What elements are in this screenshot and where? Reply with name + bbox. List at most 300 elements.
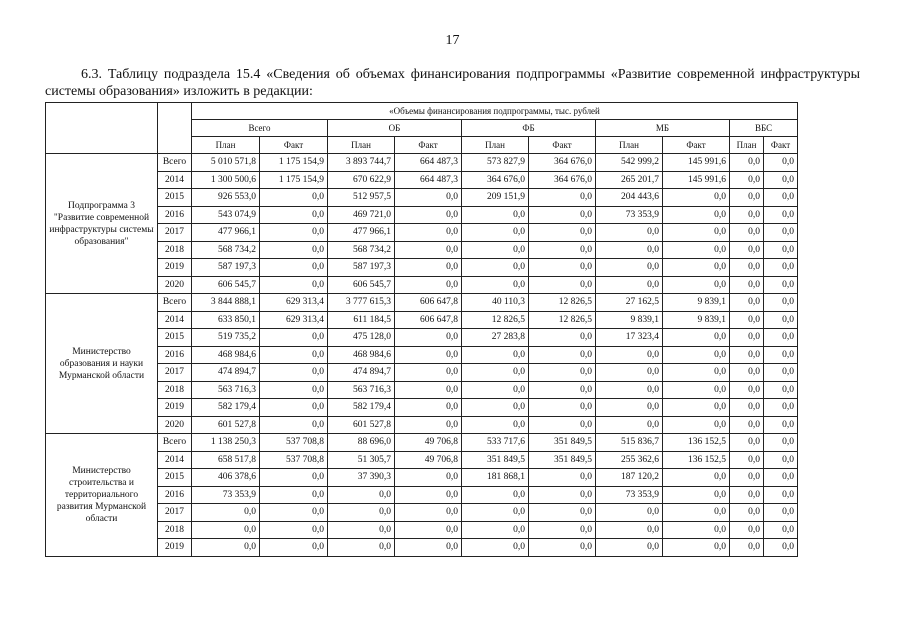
- value-cell: 606 545,7: [192, 276, 260, 294]
- value-cell: 0,0: [730, 154, 764, 172]
- value-cell: 0,0: [764, 259, 798, 277]
- value-cell: 0,0: [730, 381, 764, 399]
- value-cell: 0,0: [260, 416, 328, 434]
- value-cell: 474 894,7: [328, 364, 395, 382]
- value-cell: 664 487,3: [395, 171, 462, 189]
- value-cell: 0,0: [663, 469, 730, 487]
- value-cell: 533 717,6: [462, 434, 529, 452]
- value-cell: 0,0: [529, 364, 596, 382]
- financing-table: [45, 102, 798, 557]
- table-row: [46, 311, 798, 329]
- table-row: [46, 329, 798, 347]
- value-cell: 601 527,8: [328, 416, 395, 434]
- value-cell: 3 893 744,7: [328, 154, 395, 172]
- value-cell: 0,0: [730, 189, 764, 207]
- value-cell: 0,0: [462, 381, 529, 399]
- value-cell: 0,0: [462, 259, 529, 277]
- value-cell: 351 849,5: [529, 451, 596, 469]
- value-cell: 73 353,9: [596, 486, 663, 504]
- year-cell: 2018: [158, 381, 192, 399]
- value-cell: 0,0: [260, 241, 328, 259]
- header-blank-org: [46, 103, 158, 154]
- value-cell: 582 179,4: [192, 399, 260, 417]
- value-cell: 5 010 571,8: [192, 154, 260, 172]
- value-cell: 0,0: [529, 206, 596, 224]
- value-cell: 27 283,8: [462, 329, 529, 347]
- value-cell: 1 175 154,9: [260, 154, 328, 172]
- value-cell: 0,0: [260, 224, 328, 242]
- value-cell: 145 991,6: [663, 171, 730, 189]
- table-row: [46, 399, 798, 417]
- value-cell: 0,0: [462, 504, 529, 522]
- value-cell: 0,0: [596, 504, 663, 522]
- value-cell: 0,0: [663, 486, 730, 504]
- value-cell: 568 734,2: [192, 241, 260, 259]
- value-cell: 9 839,1: [663, 311, 730, 329]
- value-cell: 0,0: [663, 329, 730, 347]
- year-cell: 2020: [158, 416, 192, 434]
- table-row: [46, 469, 798, 487]
- value-cell: 0,0: [395, 346, 462, 364]
- value-cell: 0,0: [663, 504, 730, 522]
- value-cell: 0,0: [730, 521, 764, 539]
- value-cell: 1 300 500,6: [192, 171, 260, 189]
- value-cell: 0,0: [260, 521, 328, 539]
- value-cell: 145 991,6: [663, 154, 730, 172]
- value-cell: 0,0: [764, 364, 798, 382]
- value-cell: 573 827,9: [462, 154, 529, 172]
- table-row: [46, 416, 798, 434]
- sub-header: Факт: [529, 137, 596, 154]
- value-cell: 543 074,9: [192, 206, 260, 224]
- value-cell: 364 676,0: [529, 171, 596, 189]
- value-cell: 0,0: [328, 504, 395, 522]
- value-cell: 0,0: [596, 224, 663, 242]
- value-cell: 9 839,1: [663, 294, 730, 312]
- value-cell: 0,0: [395, 504, 462, 522]
- value-cell: 0,0: [730, 171, 764, 189]
- value-cell: 0,0: [764, 171, 798, 189]
- value-cell: 0,0: [462, 346, 529, 364]
- value-cell: 0,0: [529, 539, 596, 557]
- value-cell: 0,0: [596, 259, 663, 277]
- value-cell: 629 313,4: [260, 294, 328, 312]
- value-cell: 0,0: [663, 276, 730, 294]
- value-cell: 0,0: [764, 486, 798, 504]
- value-cell: 51 305,7: [328, 451, 395, 469]
- year-cell: 2014: [158, 311, 192, 329]
- table-row: [46, 276, 798, 294]
- sub-header: Факт: [395, 137, 462, 154]
- value-cell: 0,0: [395, 224, 462, 242]
- value-cell: 0,0: [395, 486, 462, 504]
- value-cell: 9 839,1: [596, 311, 663, 329]
- value-cell: 568 734,2: [328, 241, 395, 259]
- value-cell: 477 966,1: [328, 224, 395, 242]
- table-row: [46, 486, 798, 504]
- value-cell: 926 553,0: [192, 189, 260, 207]
- value-cell: 515 836,7: [596, 434, 663, 452]
- value-cell: 0,0: [663, 364, 730, 382]
- value-cell: 0,0: [596, 381, 663, 399]
- value-cell: 37 390,3: [328, 469, 395, 487]
- value-cell: 0,0: [596, 416, 663, 434]
- value-cell: 0,0: [462, 276, 529, 294]
- table-row: [46, 294, 798, 312]
- year-cell: Всего: [158, 434, 192, 452]
- value-cell: 0,0: [730, 294, 764, 312]
- value-cell: 0,0: [192, 521, 260, 539]
- value-cell: 1 138 250,3: [192, 434, 260, 452]
- year-cell: Всего: [158, 154, 192, 172]
- value-cell: 0,0: [260, 504, 328, 522]
- value-cell: 0,0: [529, 416, 596, 434]
- value-cell: 0,0: [730, 241, 764, 259]
- value-cell: 468 984,6: [328, 346, 395, 364]
- value-cell: 0,0: [462, 486, 529, 504]
- value-cell: 469 721,0: [328, 206, 395, 224]
- year-cell: 2020: [158, 276, 192, 294]
- page-number: 17: [445, 33, 460, 48]
- value-cell: 0,0: [260, 206, 328, 224]
- value-cell: 0,0: [663, 206, 730, 224]
- value-cell: 3 777 615,3: [328, 294, 395, 312]
- value-cell: 209 151,9: [462, 189, 529, 207]
- value-cell: 606 647,8: [395, 311, 462, 329]
- value-cell: 0,0: [395, 364, 462, 382]
- value-cell: 0,0: [395, 539, 462, 557]
- value-cell: 0,0: [529, 504, 596, 522]
- table-row: [46, 171, 798, 189]
- table-row: [46, 521, 798, 539]
- value-cell: 658 517,8: [192, 451, 260, 469]
- year-cell: 2015: [158, 189, 192, 207]
- year-cell: 2016: [158, 346, 192, 364]
- year-cell: 2018: [158, 241, 192, 259]
- value-cell: 670 622,9: [328, 171, 395, 189]
- value-cell: 0,0: [529, 399, 596, 417]
- value-cell: 0,0: [764, 241, 798, 259]
- table-row: [46, 206, 798, 224]
- table-row: [46, 259, 798, 277]
- value-cell: 187 120,2: [596, 469, 663, 487]
- value-cell: 0,0: [730, 276, 764, 294]
- value-cell: 0,0: [462, 416, 529, 434]
- sub-header: План: [596, 137, 663, 154]
- value-cell: 601 527,8: [192, 416, 260, 434]
- value-cell: 0,0: [260, 486, 328, 504]
- value-cell: 0,0: [462, 206, 529, 224]
- value-cell: 27 162,5: [596, 294, 663, 312]
- value-cell: 0,0: [192, 539, 260, 557]
- value-cell: 364 676,0: [462, 171, 529, 189]
- year-cell: 2019: [158, 539, 192, 557]
- year-cell: 2016: [158, 486, 192, 504]
- value-cell: 0,0: [462, 224, 529, 242]
- value-cell: 0,0: [663, 381, 730, 399]
- value-cell: 73 353,9: [192, 486, 260, 504]
- value-cell: 0,0: [663, 416, 730, 434]
- value-cell: 474 894,7: [192, 364, 260, 382]
- value-cell: 0,0: [663, 539, 730, 557]
- value-cell: 563 716,3: [192, 381, 260, 399]
- value-cell: 0,0: [764, 346, 798, 364]
- value-cell: 1 175 154,9: [260, 171, 328, 189]
- value-cell: 664 487,3: [395, 154, 462, 172]
- value-cell: 0,0: [663, 399, 730, 417]
- value-cell: 0,0: [764, 311, 798, 329]
- value-cell: 12 826,5: [529, 311, 596, 329]
- value-cell: 0,0: [395, 381, 462, 399]
- value-cell: 0,0: [260, 346, 328, 364]
- value-cell: 0,0: [260, 259, 328, 277]
- value-cell: 0,0: [730, 259, 764, 277]
- value-cell: 0,0: [529, 346, 596, 364]
- value-cell: 0,0: [529, 469, 596, 487]
- value-cell: 0,0: [764, 381, 798, 399]
- value-cell: 0,0: [529, 224, 596, 242]
- value-cell: 0,0: [462, 399, 529, 417]
- value-cell: 0,0: [663, 189, 730, 207]
- org-cell: Подпрограмма 3 "Развитие современной инфраструктуры системы образования": [46, 154, 158, 294]
- value-cell: 0,0: [764, 416, 798, 434]
- value-cell: 629 313,4: [260, 311, 328, 329]
- value-cell: 0,0: [328, 539, 395, 557]
- table-row: [46, 154, 798, 172]
- group-header: ОБ: [328, 120, 462, 137]
- value-cell: 633 850,1: [192, 311, 260, 329]
- value-cell: 0,0: [529, 241, 596, 259]
- value-cell: 136 152,5: [663, 434, 730, 452]
- value-cell: 0,0: [395, 521, 462, 539]
- value-cell: 0,0: [260, 381, 328, 399]
- value-cell: 12 826,5: [529, 294, 596, 312]
- header-blank-year: [158, 103, 192, 154]
- sub-header: Факт: [764, 137, 798, 154]
- value-cell: 0,0: [764, 399, 798, 417]
- value-cell: 0,0: [596, 276, 663, 294]
- value-cell: 0,0: [663, 346, 730, 364]
- value-cell: 0,0: [663, 521, 730, 539]
- value-cell: 0,0: [529, 329, 596, 347]
- value-cell: 0,0: [730, 434, 764, 452]
- org-cell: Министерство образования и науки Мурманской области: [46, 294, 158, 434]
- value-cell: 0,0: [764, 329, 798, 347]
- value-cell: 265 201,7: [596, 171, 663, 189]
- value-cell: 0,0: [730, 451, 764, 469]
- value-cell: 0,0: [730, 539, 764, 557]
- value-cell: 0,0: [260, 399, 328, 417]
- table-row: [46, 539, 798, 557]
- year-cell: 2019: [158, 399, 192, 417]
- value-cell: 204 443,6: [596, 189, 663, 207]
- sub-header: План: [730, 137, 764, 154]
- value-cell: 0,0: [764, 451, 798, 469]
- value-cell: 0,0: [462, 539, 529, 557]
- value-cell: 0,0: [395, 241, 462, 259]
- org-cell: Министерство строительства и территориального развития Мурманской области: [46, 434, 158, 557]
- value-cell: 0,0: [596, 399, 663, 417]
- value-cell: 0,0: [730, 224, 764, 242]
- year-cell: 2017: [158, 364, 192, 382]
- value-cell: 0,0: [596, 539, 663, 557]
- year-cell: Всего: [158, 294, 192, 312]
- value-cell: 0,0: [260, 469, 328, 487]
- value-cell: 537 708,8: [260, 451, 328, 469]
- value-cell: 0,0: [529, 521, 596, 539]
- value-cell: 0,0: [764, 294, 798, 312]
- sub-header: План: [192, 137, 260, 154]
- value-cell: 0,0: [764, 434, 798, 452]
- value-cell: 0,0: [395, 416, 462, 434]
- value-cell: 0,0: [730, 486, 764, 504]
- value-cell: 0,0: [596, 241, 663, 259]
- group-header: ВБС: [730, 120, 798, 137]
- value-cell: 0,0: [192, 504, 260, 522]
- table-row: [46, 434, 798, 452]
- group-header: МБ: [596, 120, 730, 137]
- value-cell: 0,0: [596, 364, 663, 382]
- year-cell: 2014: [158, 171, 192, 189]
- value-cell: 0,0: [328, 486, 395, 504]
- value-cell: 181 868,1: [462, 469, 529, 487]
- value-cell: 606 545,7: [328, 276, 395, 294]
- value-cell: 0,0: [663, 224, 730, 242]
- table-row: [46, 224, 798, 242]
- table-row: [46, 241, 798, 259]
- value-cell: 0,0: [462, 241, 529, 259]
- value-cell: 0,0: [764, 206, 798, 224]
- value-cell: 255 362,6: [596, 451, 663, 469]
- value-cell: 537 708,8: [260, 434, 328, 452]
- value-cell: 0,0: [260, 364, 328, 382]
- value-cell: 0,0: [730, 504, 764, 522]
- value-cell: 0,0: [529, 276, 596, 294]
- sub-header: Факт: [663, 137, 730, 154]
- table-row: [46, 189, 798, 207]
- year-cell: 2014: [158, 451, 192, 469]
- value-cell: 0,0: [395, 329, 462, 347]
- value-cell: 611 184,5: [328, 311, 395, 329]
- year-cell: 2018: [158, 521, 192, 539]
- value-cell: 0,0: [764, 469, 798, 487]
- value-cell: 40 110,3: [462, 294, 529, 312]
- year-cell: 2015: [158, 469, 192, 487]
- table-row: [46, 504, 798, 522]
- value-cell: 0,0: [764, 224, 798, 242]
- value-cell: 477 966,1: [192, 224, 260, 242]
- value-cell: 17 323,4: [596, 329, 663, 347]
- value-cell: 0,0: [730, 364, 764, 382]
- value-cell: 0,0: [730, 206, 764, 224]
- value-cell: 0,0: [764, 154, 798, 172]
- value-cell: 0,0: [260, 276, 328, 294]
- value-cell: 0,0: [260, 329, 328, 347]
- value-cell: 0,0: [764, 521, 798, 539]
- year-cell: 2016: [158, 206, 192, 224]
- value-cell: 0,0: [395, 276, 462, 294]
- value-cell: 563 716,3: [328, 381, 395, 399]
- value-cell: 49 706,8: [395, 434, 462, 452]
- value-cell: 0,0: [462, 364, 529, 382]
- header-caption-row: [46, 103, 798, 120]
- value-cell: 0,0: [395, 399, 462, 417]
- value-cell: 0,0: [764, 539, 798, 557]
- value-cell: 468 984,6: [192, 346, 260, 364]
- value-cell: 0,0: [529, 381, 596, 399]
- value-cell: 12 826,5: [462, 311, 529, 329]
- value-cell: 0,0: [730, 329, 764, 347]
- value-cell: 0,0: [395, 189, 462, 207]
- group-header: Всего: [192, 120, 328, 137]
- value-cell: 0,0: [730, 416, 764, 434]
- value-cell: 0,0: [730, 399, 764, 417]
- value-cell: 0,0: [764, 504, 798, 522]
- group-header: ФБ: [462, 120, 596, 137]
- value-cell: 0,0: [764, 189, 798, 207]
- table-row: [46, 381, 798, 399]
- value-cell: 88 696,0: [328, 434, 395, 452]
- value-cell: 49 706,8: [395, 451, 462, 469]
- value-cell: 0,0: [730, 311, 764, 329]
- value-cell: 0,0: [764, 276, 798, 294]
- intro-paragraph: 6.3. Таблицу подраздела 15.4 «Сведения об объемах финансирования подпрограммы «Развитие современной инфраструктуры системы образования» изложить в редакции:: [45, 67, 860, 99]
- value-cell: 587 197,3: [328, 259, 395, 277]
- year-cell: 2015: [158, 329, 192, 347]
- value-cell: 0,0: [328, 521, 395, 539]
- sub-header: План: [462, 137, 529, 154]
- value-cell: 0,0: [596, 346, 663, 364]
- value-cell: 0,0: [529, 259, 596, 277]
- value-cell: 475 128,0: [328, 329, 395, 347]
- value-cell: 364 676,0: [529, 154, 596, 172]
- value-cell: 73 353,9: [596, 206, 663, 224]
- value-cell: 0,0: [529, 486, 596, 504]
- value-cell: 542 999,2: [596, 154, 663, 172]
- value-cell: 512 957,5: [328, 189, 395, 207]
- table-caption: «Объемы финансирования подпрограммы, тыс. рублей: [192, 103, 798, 120]
- value-cell: 606 647,8: [395, 294, 462, 312]
- value-cell: 0,0: [395, 259, 462, 277]
- value-cell: 0,0: [395, 469, 462, 487]
- sub-header: Факт: [260, 137, 328, 154]
- value-cell: 351 849,5: [529, 434, 596, 452]
- value-cell: 0,0: [395, 206, 462, 224]
- value-cell: 0,0: [260, 539, 328, 557]
- value-cell: 0,0: [663, 241, 730, 259]
- value-cell: 0,0: [260, 189, 328, 207]
- year-cell: 2017: [158, 224, 192, 242]
- value-cell: 0,0: [730, 346, 764, 364]
- value-cell: 0,0: [596, 521, 663, 539]
- value-cell: 3 844 888,1: [192, 294, 260, 312]
- value-cell: 351 849,5: [462, 451, 529, 469]
- value-cell: 406 378,6: [192, 469, 260, 487]
- value-cell: 136 152,5: [663, 451, 730, 469]
- value-cell: 0,0: [529, 189, 596, 207]
- table-row: [46, 451, 798, 469]
- value-cell: 0,0: [462, 521, 529, 539]
- year-cell: 2019: [158, 259, 192, 277]
- value-cell: 519 735,2: [192, 329, 260, 347]
- table-row: [46, 364, 798, 382]
- value-cell: 0,0: [730, 469, 764, 487]
- value-cell: 582 179,4: [328, 399, 395, 417]
- sub-header: План: [328, 137, 395, 154]
- value-cell: 587 197,3: [192, 259, 260, 277]
- value-cell: 0,0: [663, 259, 730, 277]
- table-row: [46, 346, 798, 364]
